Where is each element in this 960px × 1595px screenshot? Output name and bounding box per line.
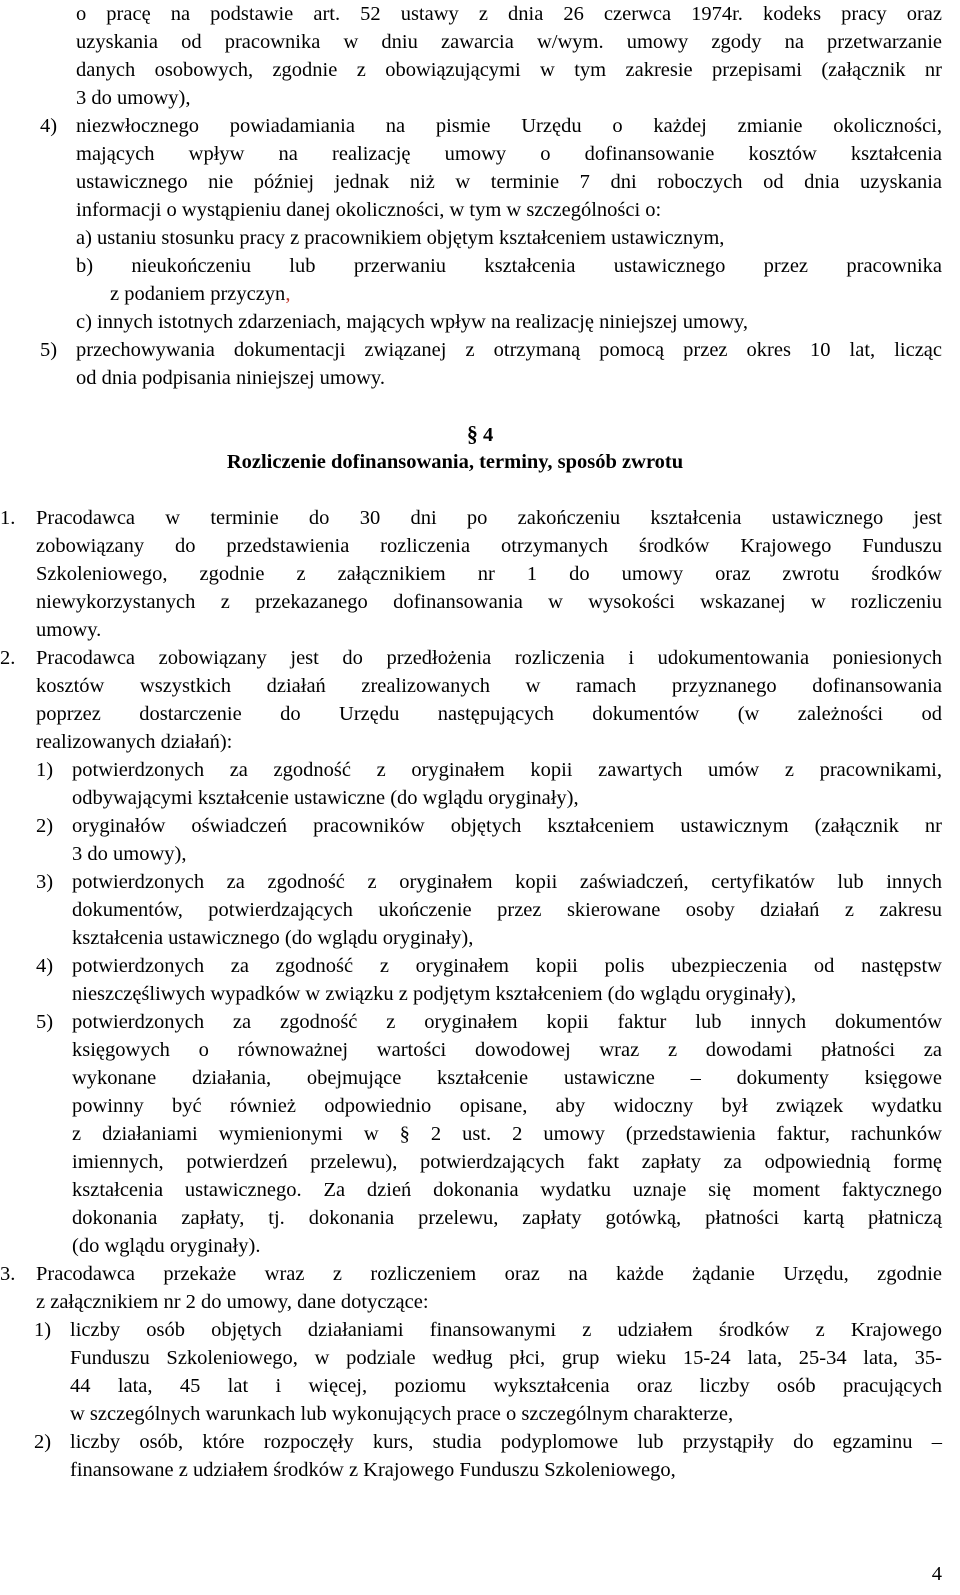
sub-item-c: c) innych istotnych zdarzeniach, mających wpływ na realizację niniejszej umowy,	[76, 311, 749, 333]
text-line: niezwłocznego powiadamiania na pismie Urzędu o każdej zmianie okoliczności,	[76, 115, 942, 137]
text-line: 3 do umowy),	[72, 843, 187, 865]
paragraph-number: 3.	[0, 1263, 16, 1285]
text-line: nieszczęśliwych wypadków w związku z podjętym kształceniem (do wglądu oryginały),	[72, 983, 797, 1005]
text-line: odbywającymi kształcenie ustawiczne (do wglądu oryginały),	[72, 787, 579, 809]
page-number: 4	[931, 1563, 942, 1585]
text-line: imiennych, potwierdzeń przelewu), potwierdzających fakt zapłaty za odpowiednią formę	[72, 1151, 942, 1173]
text-line: o pracę na podstawie art. 52 ustawy z dnia 26 czerwca 1974r. kodeks pracy oraz	[76, 3, 942, 25]
text-line: realizowanych działań):	[36, 731, 233, 753]
red-comma: ,	[285, 283, 291, 305]
list-number: 1)	[34, 1319, 52, 1341]
list-number: 4)	[40, 115, 58, 137]
section-title: Rozliczenie dofinansowania, terminy, sposób zwrotu	[226, 451, 684, 473]
text-span: z podaniem przyczyn	[110, 283, 286, 305]
paragraph-number: 1.	[0, 507, 16, 529]
sub-item-a: a) ustaniu stosunku pracy z pracownikiem objętym kształceniem ustawicznym,	[76, 227, 725, 249]
list-number: 2)	[36, 815, 54, 837]
text-line: ustawicznego nie później jednak niż w terminie 7 dni roboczych od dnia uzyskania	[76, 171, 942, 193]
text-line: w szczególnych warunkach lub wykonujących prace o szczególnym charakterze,	[70, 1403, 734, 1425]
text-line: Pracodawca w terminie do 30 dni po zakończeniu kształcenia ustawicznego jest	[36, 507, 942, 529]
text-line: liczby osób, które rozpoczęły kurs, studia podyplomowe lub przystąpiły do egzaminu –	[70, 1431, 942, 1453]
text-line: poprzez dostarczenie do Urzędu następujących dokumentów (w zależności od	[36, 703, 942, 725]
text-line: (do wglądu oryginały).	[72, 1235, 261, 1257]
section-number	[0, 420, 960, 448]
text-line: 44 lata, 45 lat i więcej, poziomu wykształcenia oraz liczby osób pracujących	[70, 1375, 942, 1397]
text-line: niewykorzystanych z przekazanego dofinansowania w wysokości wskazanej w rozliczeniu	[36, 591, 942, 613]
list-number: 5)	[40, 339, 58, 361]
text-line: umowy.	[36, 619, 102, 641]
text-line: 3 do umowy),	[76, 87, 191, 109]
text-line: potwierdzonych za zgodność z oryginałem kopii polis ubezpieczenia od następstw	[72, 955, 942, 977]
text-line: mających wpływ na realizację umowy o dofinansowanie kosztów kształcenia	[76, 143, 942, 165]
list-number: 4)	[36, 955, 54, 977]
text-line: z działaniami wymienionymi w § 2 ust. 2 umowy (przedstawienia faktur, rachunków	[72, 1123, 942, 1145]
text-line: kształcenia ustawicznego (do wglądu oryginały),	[72, 927, 474, 949]
paragraph-number: 2.	[0, 647, 16, 669]
text-line: Pracodawca zobowiązany jest do przedłożenia rozliczenia i udokumentowania poniesionych	[36, 647, 942, 669]
text-line: potwierdzonych za zgodność z oryginałem kopii zawartych umów z pracownikami,	[72, 759, 942, 781]
text-line: liczby osób objętych działaniami finansowanymi z udziałem środków z Krajowego	[70, 1319, 942, 1341]
text-line: wykonane działania, obejmujące kształcenie ustawiczne – dokumenty księgowe	[72, 1067, 942, 1089]
text-line: uzyskania od pracownika w dniu zawarcia w/wym. umowy zgody na przetwarzanie	[76, 31, 942, 53]
text-line: potwierdzonych za zgodność z oryginałem kopii zaświadczeń, certyfikatów lub innych	[72, 871, 942, 893]
text-line: Szkoleniowego, zgodnie z załącznikiem nr 1 do umowy oraz zwrotu środków	[36, 563, 942, 585]
list-number: 5)	[36, 1011, 54, 1033]
text-line: powinny być również odpowiednio opisane, aby widoczny był związek wydatku	[72, 1095, 942, 1117]
text-line: Funduszu Szkoleniowego, w podziale według płci, grup wieku 15-24 lata, 25-34 lata, 35-	[70, 1347, 942, 1369]
text-line: finansowane z udziałem środków z Krajowego Funduszu Szkoleniowego,	[70, 1459, 676, 1481]
text-line: informacji o wystąpieniu danej okoliczności, w tym w szczególności o:	[76, 199, 662, 221]
text-line: dokumentów, potwierdzających ukończenie przez skierowane osoby działań z zakresu	[72, 899, 942, 921]
text-line: zobowiązany do przedstawienia rozliczenia otrzymanych środków Krajowego Funduszu	[36, 535, 942, 557]
text-line: dokonania zapłaty, tj. dokonania przelewu, zapłaty gotówką, płatności kartą płatniczą	[72, 1207, 942, 1229]
text-line: potwierdzonych za zgodność z oryginałem kopii faktur lub innych dokumentów	[72, 1011, 942, 1033]
text-line: przechowywania dokumentacji związanej z otrzymaną pomocą przez okres 10 lat, licząc	[76, 339, 942, 361]
text-line: z załącznikiem nr 2 do umowy, dane dotyczące:	[36, 1291, 429, 1313]
text-line: oryginałów oświadczeń pracowników objętych kształceniem ustawicznym (załącznik nr	[72, 815, 942, 837]
text-line: danych osobowych, zgodnie z obowiązującymi w tym zakresie przepisami (załącznik nr	[76, 59, 942, 81]
text-line: kosztów wszystkich działań zrealizowanych w ramach przyznanego dofinansowania	[36, 675, 942, 697]
section-num: 4	[482, 424, 494, 446]
list-number: 3)	[36, 871, 54, 893]
sub-item-b: b) nieukończeniu lub przerwaniu kształcenia ustawicznego przez pracownika	[76, 255, 942, 277]
text-line: Pracodawca przekaże wraz z rozliczeniem oraz na każde żądanie Urzędu, zgodnie	[36, 1263, 942, 1285]
text-line: od dnia podpisania niniejszej umowy.	[76, 367, 385, 389]
text-line: księgowych o równoważnej wartości dowodowej wraz z dowodami płatności za	[72, 1039, 942, 1061]
list-number: 1)	[36, 759, 54, 781]
sub-item-b-cont	[110, 280, 290, 308]
text-line: kształcenia ustawicznego. Za dzień dokonania wydatku uznaje się moment faktycznego	[72, 1179, 942, 1201]
section-sign: §	[466, 421, 478, 446]
list-number: 2)	[34, 1431, 52, 1453]
